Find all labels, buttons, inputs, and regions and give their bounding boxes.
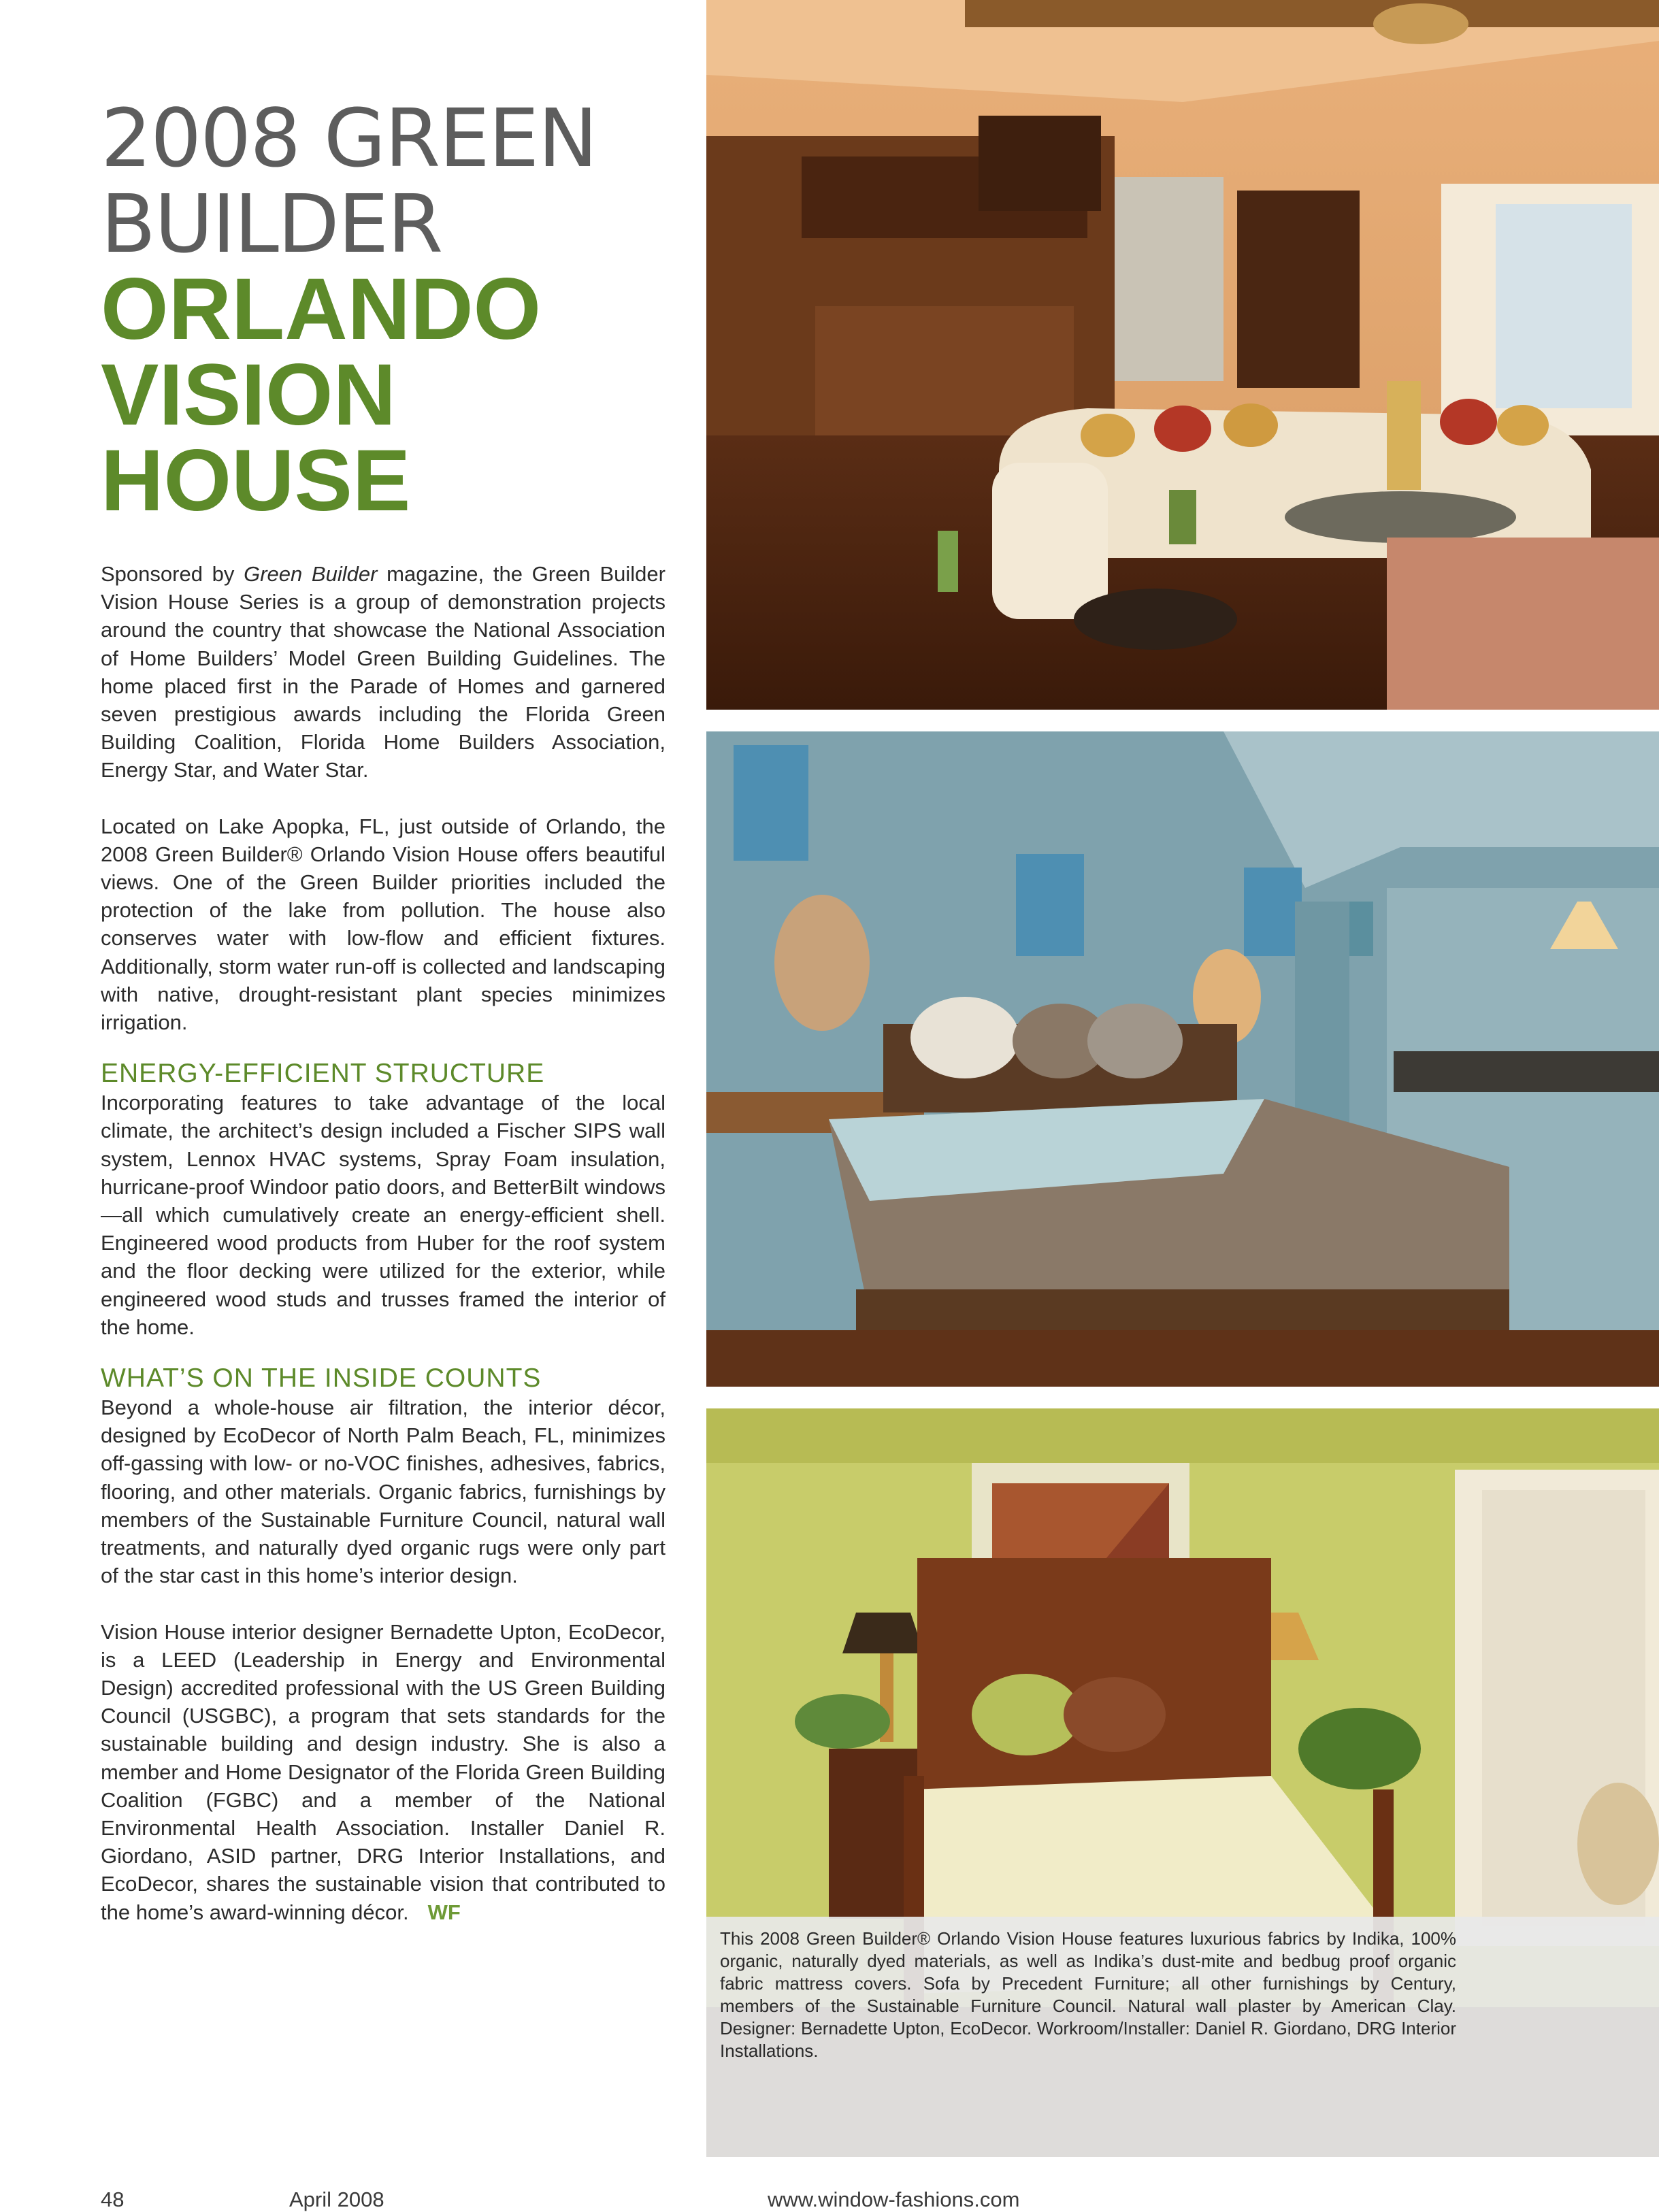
title-line-1: 2008 GREEN [101, 91, 597, 185]
footer-url[interactable]: www.window-fashions.com [768, 2188, 1020, 2211]
article-title [101, 91, 713, 529]
living-room-photo [706, 0, 1659, 710]
article-body [101, 560, 666, 1926]
intro-paragraph-1: Sponsored by Green Builder magazine, the Green Builder Vision House Series is a group of demonstration projects around the country that showcase the National Association of Home Builders’ Model Green Building Guidelines. The home placed first in the Parade of Homes and garnered seven prestigious awards including the Florida Green Building Coalition, Florida Home Builders Association, Energy Star, and Water Star. [101, 562, 666, 782]
magazine-name: Green Builder [244, 562, 378, 586]
title-line-2: BUILDER [101, 177, 442, 271]
energy-paragraph: Incorporating features to take advantage of the local climate, the architect’s design included a Fischer SIPS wall system, Lennox HVAC systems, Spray Foam insulation, hurricane-proof Windoor patio doors, and BetterBilt windows—all which cumulatively create an energy-efficient shell. Engineered wood products from Huber for the roof system and the floor decking were utilized for the exterior, while engineered wood studs and trusses framed the interior of the home. [101, 1091, 666, 1339]
bedroom-blue-photo [706, 731, 1659, 1387]
inside-paragraph-1: Beyond a whole-house air filtration, the interior décor, designed by EcoDecor of North Palm Beach, FL, minimizes off-gassing with low- or no-VOC finishes, adhesives, fabrics, flooring, and other materials. Organic fabrics, furnishings by members of the Sustainable Furniture Council, natural wall treatments, and naturally dyed organic rugs were only part of the star cast in this home’s interior design. [101, 1396, 666, 1588]
photo-caption: This 2008 Green Builder® Orlando Vision House features luxurious fabrics by Indika, 100% organic, naturally dyed materials, as well as Indika’s dust-mite and bedbug proof organic fabric mattress covers. Sofa by Precedent Furniture; all other furnishings by Century, members of the Sustainable Furniture Council. Natural wall plaster by American Clay. Designer: Bernadette Upton, EcoDecor. Workroom/Installer: Daniel R. Giordano, DRG Interior Installations. [720, 1928, 1456, 2061]
inside-paragraph-2: Vision House interior designer Bernadette Upton, EcoDecor, is a LEED (Leadership in Energy and Environmental Design) accredited professional with the US Green Building Council (USGBC), a program that sets standards for the sustainable building and design industry. She is also a member and Home Designator of the Florida Green Building Coalition (FGBC) and a member of the National Environmental Health Association. Installer Daniel R. Giordano, ASID partner, DRG Interior Installations, and EcoDecor, shares the sustainable vision that contributed to the home’s award-winning décor. WF [101, 1619, 666, 1924]
title-line-3: ORLANDO [101, 261, 542, 358]
section-heading-inside: WHAT’S ON THE INSIDE COUNTS [101, 1364, 542, 1393]
title-line-4: VISION [101, 346, 396, 444]
end-mark: WF [427, 1900, 461, 1924]
intro-paragraph-2: Located on Lake Apopka, FL, just outside of Orlando, the 2008 Green Builder® Orlando Vision House offers beautiful views. One of the Green Builder priorities included the protection of the lake from pollution. The house also conserves water with low-flow and efficient fixtures. Additionally, storm water run-off is collected and landscaping with native, drought-resistant plant species minimizes irrigation. [101, 814, 666, 1035]
page-number: 48 [101, 2188, 125, 2211]
issue-date: April 2008 [289, 2188, 384, 2211]
title-line-5: HOUSE [101, 432, 411, 529]
section-heading-energy: ENERGY-EFFICIENT STRUCTURE [101, 1059, 545, 1089]
